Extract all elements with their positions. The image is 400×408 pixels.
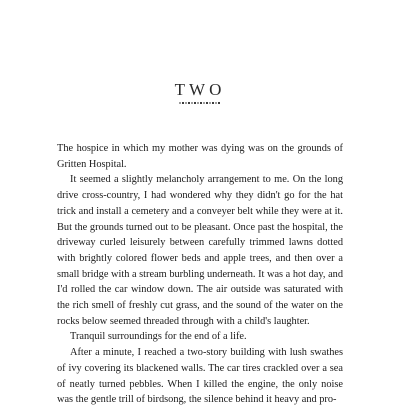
chapter-ornament	[179, 101, 221, 105]
paragraph: The hospice in which my mother was dying was on the grounds of Gritten Hospital.	[57, 143, 343, 170]
chapter-title: TWO	[174, 80, 226, 99]
paragraph: It seemed a slightly melancholy arrangement to me. On the long drive cross-country, I had wondered why they didn't go for the hat trick and install a cemetery and a conveyer belt while they were at it. But the grounds turned out to be pleasant. Once past the hospital, the driveway curled leisurely between carefully trimmed lawns dotted with brightly colored flower beds and apple trees, and then over a small bridge with a stream burbling underneath. It was a hot day, and I'd rolled the car window down. The air outside was saturated with the rich smell of freshly cut grass, and the sound of the water on the rocks below seemed threaded through with a child's laughter.	[57, 174, 344, 327]
chapter-body	[57, 141, 343, 408]
paragraph: Tranquil surroundings for the end of a life.	[70, 331, 247, 343]
chapter-heading	[0, 80, 400, 105]
paragraph: After a minute, I reached a two-story building with lush swathes of ivy covering its blackened walls. The car tires crackled over a sea of neatly turned pebbles. When I killed the engine, the only noise was the gentle trill of birdsong, the silence behind it heavy and pro-	[57, 347, 343, 406]
